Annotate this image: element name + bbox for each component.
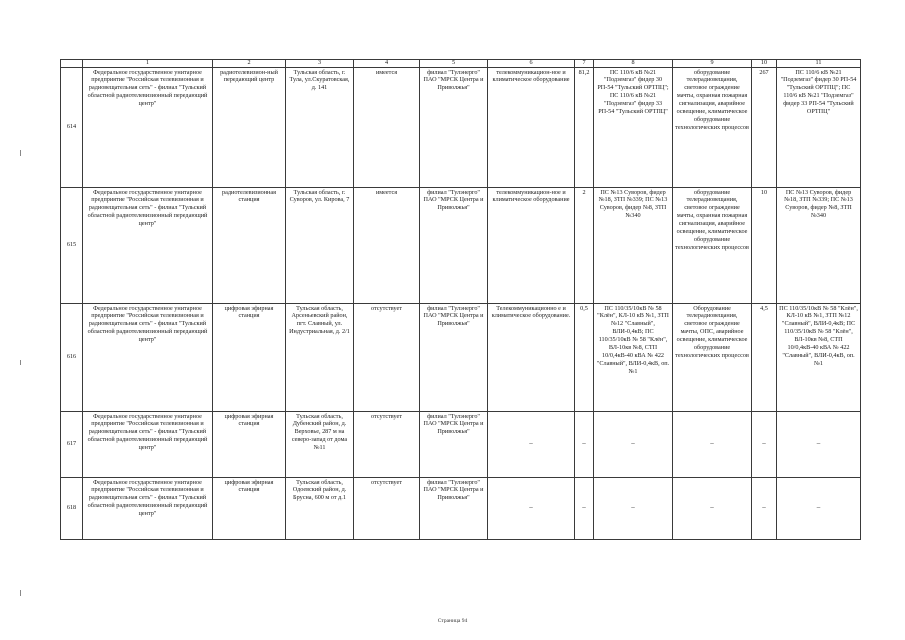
- row-number: 615: [61, 187, 83, 303]
- grid-company-cell: филиал "Тулэнерго" ПАО "МРСК Центра и Приволжья": [420, 67, 488, 187]
- grid-company-cell: филиал "Тулэнерго" ПАО "МРСК Центра и Приволжья": [420, 477, 488, 539]
- address-cell: Тульская область, Арсеньевский район, пгт. Славный, ул. Индустриальная, д. 2/1: [286, 303, 354, 411]
- availability-cell: отсутствует: [354, 411, 420, 477]
- grid-company-cell: филиал "Тулэнерго" ПАО "МРСК Центра и Приволжья": [420, 303, 488, 411]
- capacity-cell: 267: [752, 67, 777, 187]
- facility-type-cell: радиотелевизионная станция: [213, 187, 286, 303]
- empty-cell: –: [594, 411, 673, 477]
- availability-cell: отсутствует: [354, 303, 420, 411]
- facility-type-cell: цифровая эфирная станция: [213, 477, 286, 539]
- empty-cell: –: [488, 477, 575, 539]
- header-cell: 5: [420, 60, 488, 68]
- grid-company-cell: филиал "Тулэнерго" ПАО "МРСК Центра и Приволжья": [420, 187, 488, 303]
- header-cell: 7: [575, 60, 594, 68]
- organization-cell: Федеральное государственное унитарное предприятие "Российская телевизионная и радиовещательная сеть" - филиал "Тульский областной радиотелевизионный передающий центр": [83, 187, 213, 303]
- address-cell: Тульская область, Дубенский район, д. Верховье, 287 м на северо-запад от дома №11: [286, 411, 354, 477]
- grid-company-cell: филиал "Тулэнерго" ПАО "МРСК Центра и Приволжья": [420, 411, 488, 477]
- backup-source-cell: ПС 110/35/10кВ № 58 "Клён", КЛ-10 кВ №1, ЗТП №12 "Славный", ВЛИ-0,4кВ; ПС 110/35/10кВ № 58 "Клён", ВЛ-10кв №8, СТП 10/0,4кВ-40 кВА № 422 "Славный", ВЛИ-0,4кВ, оп.№1: [777, 303, 861, 411]
- organization-cell: Федеральное государственное унитарное предприятие "Российская телевизионная и радиовещательная сеть" - филиал "Тульский областной радиотелевизионный передающий центр": [83, 477, 213, 539]
- header-cell: 8: [594, 60, 673, 68]
- scan-mark: [20, 360, 21, 365]
- page-footer: Страница 94: [437, 618, 468, 624]
- consumers-cell: Оборудование телерадиовещания, световое ограждение мачты, ОПС, аварийное освещение, климатическое оборудование технологических процессов: [673, 303, 752, 411]
- header-cell: 4: [354, 60, 420, 68]
- header-cell: 2: [213, 60, 286, 68]
- table-row: [61, 477, 861, 539]
- header-cell-blank: [61, 60, 83, 68]
- equipment-cell: телекоммуникацион-ное и климатическое оборудование: [488, 67, 575, 187]
- scan-mark: [20, 150, 21, 156]
- row-number: 617: [61, 411, 83, 477]
- empty-cell: –: [673, 411, 752, 477]
- facility-type-cell: радиотелевизион-ный передающий центр: [213, 67, 286, 187]
- supply-source-cell: ПС 110/6 кВ №21 "Подземгаз" фидер 30 РП-54 "Тульский ОРТПЦ"; ПС 110/6 кВ №21 "Подземгаз" фидер 33 РП-54 "Тульский ОРТПЦ": [594, 67, 673, 187]
- header-cell: 9: [673, 60, 752, 68]
- facilities-table: [60, 59, 861, 540]
- address-cell: Тульская область, г. Суворов, ул. Кирова, 7: [286, 187, 354, 303]
- availability-cell: имеется: [354, 67, 420, 187]
- consumers-cell: оборудование телерадиовещания, световое ограждение мачты, охранная пожарная сигнализация, аварийное освещение, климатическое оборудование технологических процессов: [673, 67, 752, 187]
- supply-source-cell: ПС №13 Суворов, фидер №18, ЗТП №339; ПС №13 Суворов, фидер №8, ЗТП №340: [594, 187, 673, 303]
- row-number: 618: [61, 477, 83, 539]
- address-cell: Тульская область, г. Тула, ул.Скуратовская, д. 141: [286, 67, 354, 187]
- power-cell: 2: [575, 187, 594, 303]
- table-row: [61, 67, 861, 187]
- consumers-cell: оборудование телерадиовещания, световое ограждение мачты, охранная пожарная сигнализация, аварийное освещение, климатическое оборудование технологических процессов: [673, 187, 752, 303]
- empty-cell: –: [488, 411, 575, 477]
- capacity-cell: 4,5: [752, 303, 777, 411]
- availability-cell: имеется: [354, 187, 420, 303]
- header-cell: 3: [286, 60, 354, 68]
- facility-type-cell: цифровая эфирная станция: [213, 411, 286, 477]
- power-cell: 81,2: [575, 67, 594, 187]
- empty-cell: –: [575, 477, 594, 539]
- backup-source-cell: ПС №13 Суворов, фидер №18, ЗТП №339; ПС №13 Суворов, фидер №8, ЗТП №340: [777, 187, 861, 303]
- equipment-cell: Телекоммуникационно е и климатическое оборудование.: [488, 303, 575, 411]
- empty-cell: –: [752, 477, 777, 539]
- empty-cell: –: [673, 477, 752, 539]
- row-number: 614: [61, 67, 83, 187]
- supply-source-cell: ПС 110/35/10кВ № 58 "Клён", КЛ-10 кВ №1, ЗТП №12 "Славный", ВЛИ-0,4кВ; ПС 110/35/10кВ № 58 "Клён", ВЛ-10кв №8, СТП 10/0,4кВ-40 кВА № 422 "Славный", ВЛИ-0,4кВ, оп.№1: [594, 303, 673, 411]
- power-cell: 0,5: [575, 303, 594, 411]
- equipment-cell: телекоммуникацион-ное и климатическое оборудование: [488, 187, 575, 303]
- empty-cell: –: [752, 411, 777, 477]
- table-row: [61, 411, 861, 477]
- organization-cell: Федеральное государственное унитарное предприятие "Российская телевизионная и радиовещательная сеть" - филиал "Тульский областной радиотелевизионный передающий центр": [83, 67, 213, 187]
- table-row: [61, 303, 861, 411]
- header-cell: 1: [83, 60, 213, 68]
- table-row: [61, 187, 861, 303]
- empty-cell: –: [777, 477, 861, 539]
- header-cell: 10: [752, 60, 777, 68]
- empty-cell: –: [777, 411, 861, 477]
- organization-cell: Федеральное государственное унитарное предприятие "Российская телевизионная и радиовещательная сеть" - филиал "Тульский областной радиотелевизионный передающий центр": [83, 411, 213, 477]
- column-number-row: [61, 60, 861, 68]
- header-cell: 11: [777, 60, 861, 68]
- header-cell: 6: [488, 60, 575, 68]
- scan-mark: [20, 590, 21, 596]
- capacity-cell: 10: [752, 187, 777, 303]
- availability-cell: отсутствует: [354, 477, 420, 539]
- organization-cell: Федеральное государственное унитарное предприятие "Российская телевизионная и радиовещательная сеть" - филиал "Тульский областной радиотелевизионный передающий центр": [83, 303, 213, 411]
- address-cell: Тульская область, Одоевский район, д. Брусна, 600 м от д.1: [286, 477, 354, 539]
- backup-source-cell: ПС 110/6 кВ №21 "Подземгаз" фидер 30 РП-54 "Тульский ОРТПЦ"; ПС 110/6 кВ №21 "Подземгаз" фидер 33 РП-54 "Тульский ОРТПЦ": [777, 67, 861, 187]
- row-number: 616: [61, 303, 83, 411]
- facility-type-cell: цифровая эфирная станция: [213, 303, 286, 411]
- empty-cell: –: [575, 411, 594, 477]
- empty-cell: –: [594, 477, 673, 539]
